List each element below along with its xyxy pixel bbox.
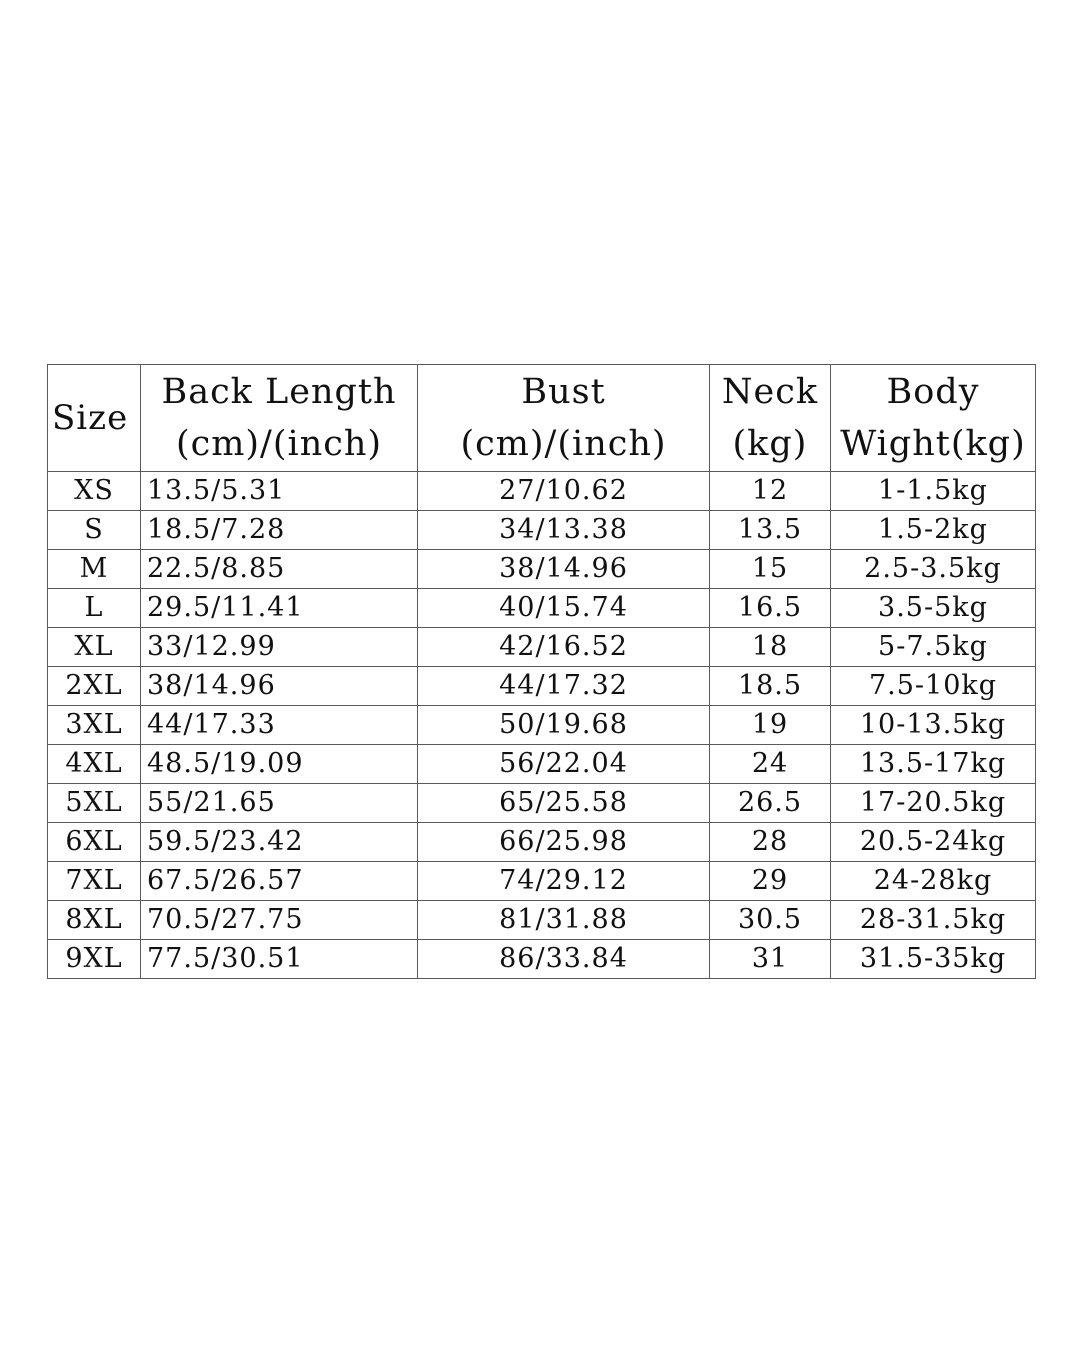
neck-cell: 18 bbox=[710, 628, 831, 667]
table-row bbox=[48, 550, 1036, 589]
header-neck-title: Neck bbox=[721, 372, 819, 412]
bust-cell: 56/22.04 bbox=[418, 745, 710, 784]
size-cell: XS bbox=[48, 472, 141, 511]
bust-cell: 66/25.98 bbox=[418, 823, 710, 862]
header-size-label: Size bbox=[52, 398, 129, 438]
size-chart-table bbox=[47, 364, 1036, 979]
table-row bbox=[48, 862, 1036, 901]
back-length-cell: 59.5/23.42 bbox=[141, 823, 418, 862]
back-length-cell: 18.5/7.28 bbox=[141, 511, 418, 550]
body-weight-cell: 17-20.5kg bbox=[831, 784, 1036, 823]
back-length-cell: 22.5/8.85 bbox=[141, 550, 418, 589]
header-body-weight-title: Body bbox=[886, 372, 980, 412]
table-row bbox=[48, 472, 1036, 511]
back-length-cell: 67.5/26.57 bbox=[141, 862, 418, 901]
bust-cell: 34/13.38 bbox=[418, 511, 710, 550]
back-length-cell: 55/21.65 bbox=[141, 784, 418, 823]
bust-cell: 38/14.96 bbox=[418, 550, 710, 589]
size-cell: 3XL bbox=[48, 706, 141, 745]
header-bust bbox=[418, 365, 710, 472]
body-weight-cell: 20.5-24kg bbox=[831, 823, 1036, 862]
neck-cell: 31 bbox=[710, 940, 831, 979]
neck-cell: 28 bbox=[710, 823, 831, 862]
neck-cell: 19 bbox=[710, 706, 831, 745]
back-length-cell: 44/17.33 bbox=[141, 706, 418, 745]
size-cell: S bbox=[48, 511, 141, 550]
body-weight-cell: 24-28kg bbox=[831, 862, 1036, 901]
header-size bbox=[48, 365, 141, 472]
body-weight-cell: 2.5-3.5kg bbox=[831, 550, 1036, 589]
bust-cell: 40/15.74 bbox=[418, 589, 710, 628]
body-weight-cell: 1.5-2kg bbox=[831, 511, 1036, 550]
neck-cell: 12 bbox=[710, 472, 831, 511]
back-length-cell: 13.5/5.31 bbox=[141, 472, 418, 511]
back-length-cell: 33/12.99 bbox=[141, 628, 418, 667]
size-cell: 5XL bbox=[48, 784, 141, 823]
bust-cell: 81/31.88 bbox=[418, 901, 710, 940]
size-chart-body bbox=[48, 472, 1036, 979]
neck-cell: 18.5 bbox=[710, 667, 831, 706]
table-row bbox=[48, 511, 1036, 550]
table-row bbox=[48, 667, 1036, 706]
size-cell: 2XL bbox=[48, 667, 141, 706]
neck-cell: 29 bbox=[710, 862, 831, 901]
size-cell: L bbox=[48, 589, 141, 628]
table-row bbox=[48, 823, 1036, 862]
size-cell: 9XL bbox=[48, 940, 141, 979]
body-weight-cell: 10-13.5kg bbox=[831, 706, 1036, 745]
body-weight-cell: 7.5-10kg bbox=[831, 667, 1036, 706]
neck-cell: 13.5 bbox=[710, 511, 831, 550]
header-body-weight bbox=[831, 365, 1036, 472]
bust-cell: 86/33.84 bbox=[418, 940, 710, 979]
header-neck-unit: (kg) bbox=[732, 424, 808, 464]
back-length-cell: 77.5/30.51 bbox=[141, 940, 418, 979]
body-weight-cell: 28-31.5kg bbox=[831, 901, 1036, 940]
bust-cell: 50/19.68 bbox=[418, 706, 710, 745]
table-row bbox=[48, 628, 1036, 667]
bust-cell: 44/17.32 bbox=[418, 667, 710, 706]
bust-cell: 74/29.12 bbox=[418, 862, 710, 901]
size-chart-header bbox=[48, 365, 1036, 472]
back-length-cell: 48.5/19.09 bbox=[141, 745, 418, 784]
header-body-weight-unit: Wight(kg) bbox=[840, 424, 1026, 464]
back-length-cell: 70.5/27.75 bbox=[141, 901, 418, 940]
header-neck bbox=[710, 365, 831, 472]
body-weight-cell: 5-7.5kg bbox=[831, 628, 1036, 667]
size-cell: 7XL bbox=[48, 862, 141, 901]
table-row bbox=[48, 706, 1036, 745]
back-length-cell: 29.5/11.41 bbox=[141, 589, 418, 628]
neck-cell: 30.5 bbox=[710, 901, 831, 940]
neck-cell: 16.5 bbox=[710, 589, 831, 628]
body-weight-cell: 13.5-17kg bbox=[831, 745, 1036, 784]
neck-cell: 24 bbox=[710, 745, 831, 784]
header-back-length bbox=[141, 365, 418, 472]
size-cell: XL bbox=[48, 628, 141, 667]
size-cell: 6XL bbox=[48, 823, 141, 862]
bust-cell: 42/16.52 bbox=[418, 628, 710, 667]
header-back-length-title: Back Length bbox=[161, 372, 397, 412]
body-weight-cell: 1-1.5kg bbox=[831, 472, 1036, 511]
table-row bbox=[48, 901, 1036, 940]
body-weight-cell: 31.5-35kg bbox=[831, 940, 1036, 979]
header-bust-title: Bust bbox=[521, 372, 606, 412]
bust-cell: 27/10.62 bbox=[418, 472, 710, 511]
table-row bbox=[48, 745, 1036, 784]
bust-cell: 65/25.58 bbox=[418, 784, 710, 823]
size-cell: 4XL bbox=[48, 745, 141, 784]
table-row bbox=[48, 940, 1036, 979]
neck-cell: 15 bbox=[710, 550, 831, 589]
size-cell: M bbox=[48, 550, 141, 589]
header-row bbox=[48, 365, 1036, 472]
table-row bbox=[48, 589, 1036, 628]
body-weight-cell: 3.5-5kg bbox=[831, 589, 1036, 628]
neck-cell: 26.5 bbox=[710, 784, 831, 823]
size-cell: 8XL bbox=[48, 901, 141, 940]
header-back-length-unit: (cm)/(inch) bbox=[175, 424, 383, 464]
table-row bbox=[48, 784, 1036, 823]
header-bust-unit: (cm)/(inch) bbox=[460, 424, 667, 464]
back-length-cell: 38/14.96 bbox=[141, 667, 418, 706]
